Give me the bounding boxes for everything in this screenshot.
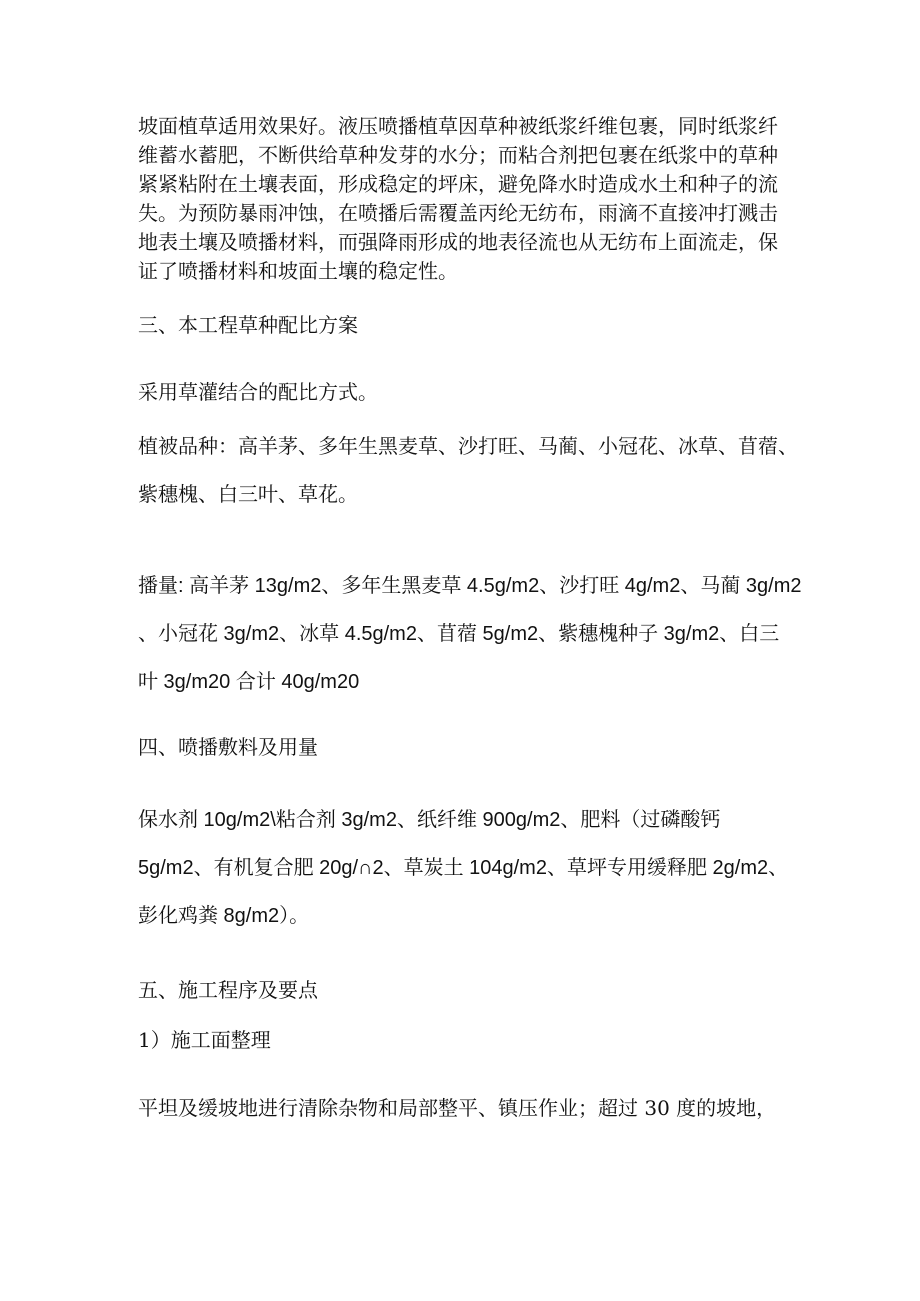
text-line: 植被品种：高羊茅、多年生黑麦草、沙打旺、马蔺、小冠花、冰草、苜蓿、: [138, 434, 798, 458]
text-line: 紧紧粘附在土壤表面，形成稳定的坪床，避免降水时造成水土和种子的流: [138, 172, 778, 196]
section-heading-4: [138, 733, 788, 761]
subsection-heading: [138, 1026, 788, 1054]
paragraph-plant-species: [138, 422, 798, 518]
text-line: 紫穗槐、白三叶、草花。: [138, 482, 358, 506]
text-line: 5g/m2、有机复合肥 20g/∩2、草炭土 104g/m2、草坪专用缓释肥 2g/m2、: [138, 857, 789, 879]
paragraph-site-prep: [138, 1094, 788, 1122]
paragraph-grass-benefits: [138, 112, 788, 286]
section-heading-5: [138, 976, 788, 1004]
paragraph-materials: [138, 796, 788, 940]
text-line: 证了喷播材料和坡面土壤的稳定性。: [138, 259, 458, 283]
text-line: 平坦及缓坡地进行清除杂物和局部整平、镇压作业；超过 30 度的坡地，: [138, 1096, 777, 1120]
section-heading-3: [138, 311, 788, 339]
text-line: 播量: 高羊茅 13g/m2、多年生黑麦草 4.5g/m2、沙打旺 4g/m2、马蔺 3g/m2: [138, 575, 802, 597]
text-line: 保水剂 10g/m2\粘合剂 3g/m2、纸纤维 900g/m2、肥料（过磷酸钙: [138, 809, 721, 831]
text-line: 、小冠花 3g/m2、冰草 4.5g/m2、苜蓿 5g/m2、紫穗槐种子 3g/m2、白三: [138, 623, 780, 645]
text-line: 彭化鸡粪 8g/m2）。: [138, 905, 310, 927]
paragraph-seeding-rate: [138, 562, 802, 706]
heading-text: 五、施工程序及要点: [138, 978, 318, 1002]
text-line: 维蓄水蓄肥，不断供给草种发芽的水分；而粘合剂把包裹在纸浆中的草种: [138, 143, 778, 167]
text-line: 叶 3g/m20 合计 40g/m20: [138, 671, 360, 693]
text-line: 采用草灌结合的配比方式。: [138, 380, 378, 404]
text-line: 失。为预防暴雨冲蚀，在喷播后需覆盖丙纶无纺布，雨滴不直接冲打溅击: [138, 201, 778, 225]
text-line: 地表土壤及喷播材料，而强降雨形成的地表径流也从无纺布上面流走，保: [138, 230, 778, 254]
heading-text: 三、本工程草种配比方案: [138, 313, 358, 337]
heading-text: 四、喷播敷料及用量: [138, 735, 318, 759]
paragraph-mix-method: [138, 378, 788, 406]
heading-text: 1）施工面整理: [138, 1028, 271, 1052]
text-line: 坡面植草适用效果好。液压喷播植草因草种被纸浆纤维包裹，同时纸浆纤: [138, 114, 778, 138]
